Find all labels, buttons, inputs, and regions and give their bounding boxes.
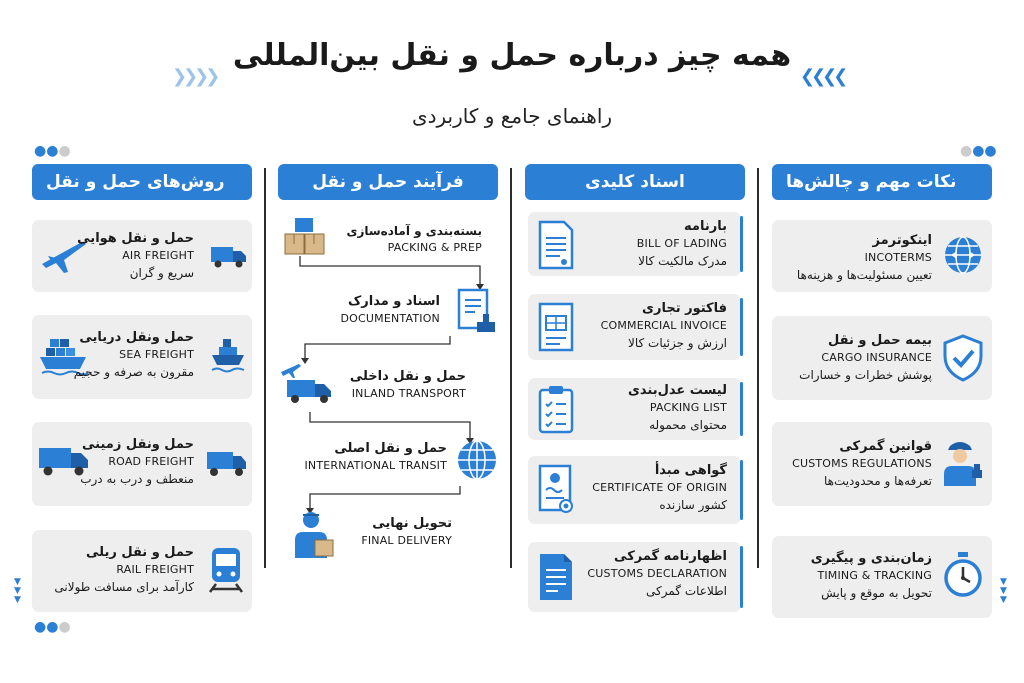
document-icon xyxy=(536,220,576,270)
document-desc: اطلاعات گمرکی xyxy=(646,584,727,598)
document-en: CERTIFICATE OF ORIGIN xyxy=(592,481,727,494)
process-column xyxy=(278,164,498,200)
process-step-en: PACKING & PREP xyxy=(387,241,482,254)
tip-card xyxy=(772,316,992,400)
tip-title: قوانین گمرکی xyxy=(839,439,932,454)
process-step-en: DOCUMENTATION xyxy=(340,312,440,325)
mode-desc: منعطف و درب به درب xyxy=(80,472,194,486)
document-card xyxy=(528,378,741,440)
dots-decor: ●●● xyxy=(34,619,71,635)
globe-arrows-icon xyxy=(942,234,984,276)
courier-icon xyxy=(291,508,337,560)
ship-icon xyxy=(210,335,246,375)
tip-en: INCOTERMS xyxy=(864,251,932,264)
tip-title: بیمه حمل و نقل xyxy=(828,333,932,348)
tip-desc: تحویل به موقع و پایش xyxy=(821,586,932,600)
truck-icon xyxy=(206,448,248,478)
mode-card-rail xyxy=(32,530,252,612)
tip-desc: تعرفه‌ها و محدودیت‌ها xyxy=(823,474,932,488)
mode-title: حمل و نقل ریلی xyxy=(85,545,194,560)
documents-column xyxy=(525,164,745,200)
tip-en: CUSTOMS REGULATIONS xyxy=(792,457,932,470)
mode-title: حمل ونقل زمینی xyxy=(82,437,194,452)
page-title: همه چیز درباره حمل و نقل بین‌المللی xyxy=(232,38,792,73)
process-step-title: اسناد و مدارک xyxy=(347,294,440,309)
column-divider xyxy=(757,168,759,568)
mode-desc: مقرون به صرفه و حجیم xyxy=(73,365,194,379)
document-desc: مدرک مالکیت کالا xyxy=(638,254,727,268)
process-step-en: FINAL DELIVERY xyxy=(361,534,452,547)
train-icon xyxy=(206,546,246,594)
stopwatch-icon xyxy=(942,550,984,600)
tip-card xyxy=(772,536,992,618)
process-step xyxy=(304,440,447,474)
document-desc: کشور سازنده xyxy=(659,498,727,512)
process-step xyxy=(350,368,466,402)
tip-desc: پوشش خطرات و خسارات xyxy=(799,368,932,382)
mode-desc: کارآمد برای مسافت طولانی xyxy=(54,580,194,594)
accent-bar xyxy=(740,216,743,272)
certificate-icon xyxy=(536,464,576,516)
tip-en: TIMING & TRACKING xyxy=(817,569,932,582)
column-divider xyxy=(264,168,266,568)
process-step-en: INLAND TRANSPORT xyxy=(351,387,466,400)
accent-bar xyxy=(740,546,743,608)
document-title: بارنامه xyxy=(684,219,727,234)
shield-check-icon xyxy=(942,334,984,382)
process-heading: فرآیند حمل و نقل xyxy=(278,164,498,200)
invoice-icon xyxy=(536,302,576,354)
document-stamp-icon xyxy=(455,288,499,336)
tips-column xyxy=(772,164,992,200)
mode-en-label: RAIL FREIGHT xyxy=(116,563,194,576)
triangles-decor: ▼ ▼ ▼ xyxy=(1000,577,1007,605)
document-title: اظهارنامه گمرکی xyxy=(614,549,727,564)
mode-card-road xyxy=(32,422,252,506)
clipboard-icon xyxy=(536,384,576,434)
document-title: لیست عدل‌بندی xyxy=(628,383,727,398)
mode-en-label: SEA FREIGHT xyxy=(119,348,194,361)
document-title: گواهی مبدأ xyxy=(654,463,727,478)
globe-icon xyxy=(455,438,499,482)
document-en: PACKING LIST xyxy=(649,401,727,414)
page-subtitle: راهنمای جامع و کاربردی xyxy=(411,104,613,128)
column-divider xyxy=(510,168,512,568)
modes-column xyxy=(32,164,252,200)
mode-card-sea xyxy=(32,315,252,399)
document-en: CUSTOMS DECLARATION xyxy=(587,567,727,580)
tip-en: CARGO INSURANCE xyxy=(821,351,932,364)
modes-heading: روش‌های حمل و نقل xyxy=(32,164,252,200)
process-step-title: حمل و نقل داخلی xyxy=(349,369,466,384)
chevrons-decor-left: ❯❯❯❯ xyxy=(172,66,217,87)
document-en: BILL OF LADING xyxy=(636,237,727,250)
tip-desc: تعیین مسئولیت‌ها و هزینه‌ها xyxy=(796,268,932,282)
document-desc: محتوای محموله xyxy=(649,418,727,432)
document-card xyxy=(528,294,741,360)
tip-card xyxy=(772,220,992,292)
mode-en-label: AIR FREIGHT xyxy=(122,249,194,262)
process-step xyxy=(361,515,452,549)
mode-desc: سریع و گران xyxy=(129,266,194,280)
chevrons-decor-right: ❮❮❮❮ xyxy=(800,66,845,87)
dots-decor: ●●● xyxy=(34,143,71,159)
process-step xyxy=(340,293,440,327)
document-desc: ارزش و جزئیات کالا xyxy=(628,336,727,350)
document-en: COMMERCIAL INVOICE xyxy=(600,319,727,332)
process-step-en: INTERNATIONAL TRANSIT xyxy=(304,459,447,472)
mode-title: حمل ونقل دریایی xyxy=(79,330,194,345)
mode-title: حمل و نقل هوایی xyxy=(77,231,194,246)
tip-card xyxy=(772,422,992,506)
document-card xyxy=(528,456,741,524)
dots-decor: ●●● xyxy=(960,143,997,159)
documents-heading: اسناد کلیدی xyxy=(525,164,745,200)
document-title: فاکتور تجاری xyxy=(642,301,727,316)
process-step-title: حمل و نقل اصلی xyxy=(334,441,447,456)
accent-bar xyxy=(740,460,743,520)
process-step-title: بسته‌بندی و آماده‌سازی xyxy=(346,224,482,238)
process-step-title: تحویل نهایی xyxy=(372,516,452,531)
tip-title: زمان‌بندی و پیگیری xyxy=(810,551,932,566)
tip-title: اینکوترمز xyxy=(872,233,932,248)
boxes-icon xyxy=(283,216,327,258)
accent-bar xyxy=(740,298,743,356)
triangles-decor: ▼ ▼ ▼ xyxy=(14,577,21,605)
process-step xyxy=(346,222,482,256)
truck-icon xyxy=(210,244,248,270)
accent-bar xyxy=(740,382,743,436)
declaration-icon xyxy=(536,552,576,604)
customs-officer-icon xyxy=(938,438,986,488)
airplane-truck-icon xyxy=(279,362,335,406)
document-card xyxy=(528,212,741,276)
mode-en-label: ROAD FREIGHT xyxy=(108,455,194,468)
document-card xyxy=(528,542,741,612)
mode-card-air xyxy=(32,220,252,292)
tips-heading: نکات مهم و چالش‌ها xyxy=(772,164,992,200)
